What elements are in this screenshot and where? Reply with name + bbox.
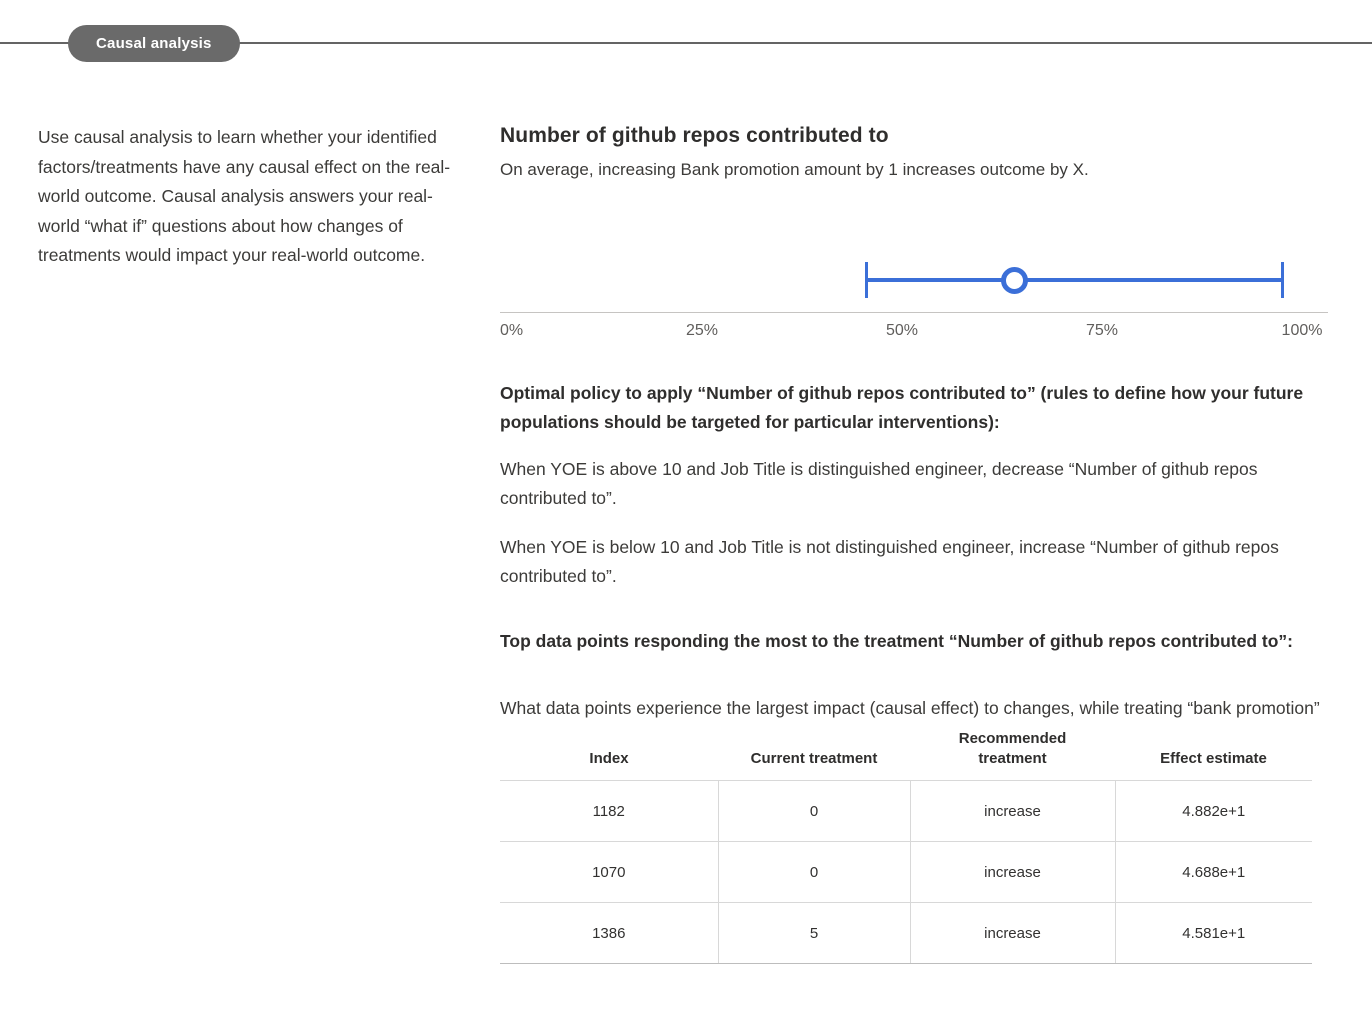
cell-current-treatment: 0 <box>718 842 910 903</box>
policy-rule: When YOE is below 10 and Job Title is not distinguished engineer, increase “Number of github repos contributed to”. <box>500 537 1279 586</box>
column-header-effect-estimate: Effect estimate <box>1160 750 1267 767</box>
treatment-effect-title: Number of github repos contributed to <box>500 124 889 147</box>
table-row <box>500 781 1312 842</box>
cell-recommended-treatment: increase <box>910 781 1115 842</box>
cell-recommended-treatment: increase <box>910 842 1115 903</box>
cell-effect-estimate: 4.581e+1 <box>1115 903 1312 964</box>
cell-index: 1386 <box>500 903 718 964</box>
cell-recommended-treatment: increase <box>910 903 1115 964</box>
cell-index: 1182 <box>500 781 718 842</box>
cell-effect-estimate: 4.882e+1 <box>1115 781 1312 842</box>
point-estimate-marker[interactable] <box>1001 267 1028 294</box>
top-data-points-heading: Top data points responding the most to the treatment “Number of github repos contributed to”: <box>500 631 1293 651</box>
x-axis-tick-label: 0% <box>500 322 524 339</box>
x-axis-line <box>500 312 1328 313</box>
confidence-interval-errorbar[interactable] <box>500 262 1332 298</box>
table-row <box>500 903 1312 964</box>
top-data-points-description: What data points experience the largest impact (causal effect) to changes, while treating “bank promotion” <box>500 698 1320 718</box>
column-header-current-treatment: Current treatment <box>750 750 878 767</box>
causal-analysis-description: Use causal analysis to learn whether your identified factors/treatments have any causal effect on the real-world outcome. Causal analysis answers your real-world “what if” questions about how changes of treatments would impact your real-world outcome. <box>38 127 451 265</box>
causal-analysis-panel <box>0 62 1372 964</box>
cell-index: 1070 <box>500 842 718 903</box>
ci-upper-cap <box>1281 262 1284 298</box>
column-header-recommended-treatment: Recommended treatment <box>958 730 1067 767</box>
ci-line <box>866 278 1282 282</box>
x-axis-tick-label: 100% <box>1281 322 1323 339</box>
tab-causal-analysis-label: Causal analysis <box>96 35 212 52</box>
cell-effect-estimate: 4.688e+1 <box>1115 842 1312 903</box>
section-header <box>0 0 1372 62</box>
column-header-index: Index <box>589 750 629 767</box>
cell-current-treatment: 0 <box>718 781 910 842</box>
causal-effect-chart[interactable] <box>500 230 1332 348</box>
treatment-detail-panel <box>500 123 1332 964</box>
top-data-points-table <box>500 729 1312 964</box>
treatment-effect-subtitle: On average, increasing Bank promotion amount by 1 increases outcome by X. <box>500 160 1089 179</box>
x-axis-tick-label: 50% <box>885 322 919 339</box>
x-axis-tick-label: 75% <box>1085 322 1119 339</box>
x-axis-tick-label: 25% <box>685 322 719 339</box>
policy-rule: When YOE is above 10 and Job Title is distinguished engineer, decrease “Number of github repos contributed to”. <box>500 459 1258 508</box>
cell-current-treatment: 5 <box>718 903 910 964</box>
optimal-policy-heading: Optimal policy to apply “Number of github repos contributed to” (rules to define how your future populations should be targeted for particular interventions): <box>500 383 1304 432</box>
table-row <box>500 842 1312 903</box>
tab-causal-analysis[interactable] <box>68 25 240 62</box>
table-header-row <box>500 729 1312 781</box>
